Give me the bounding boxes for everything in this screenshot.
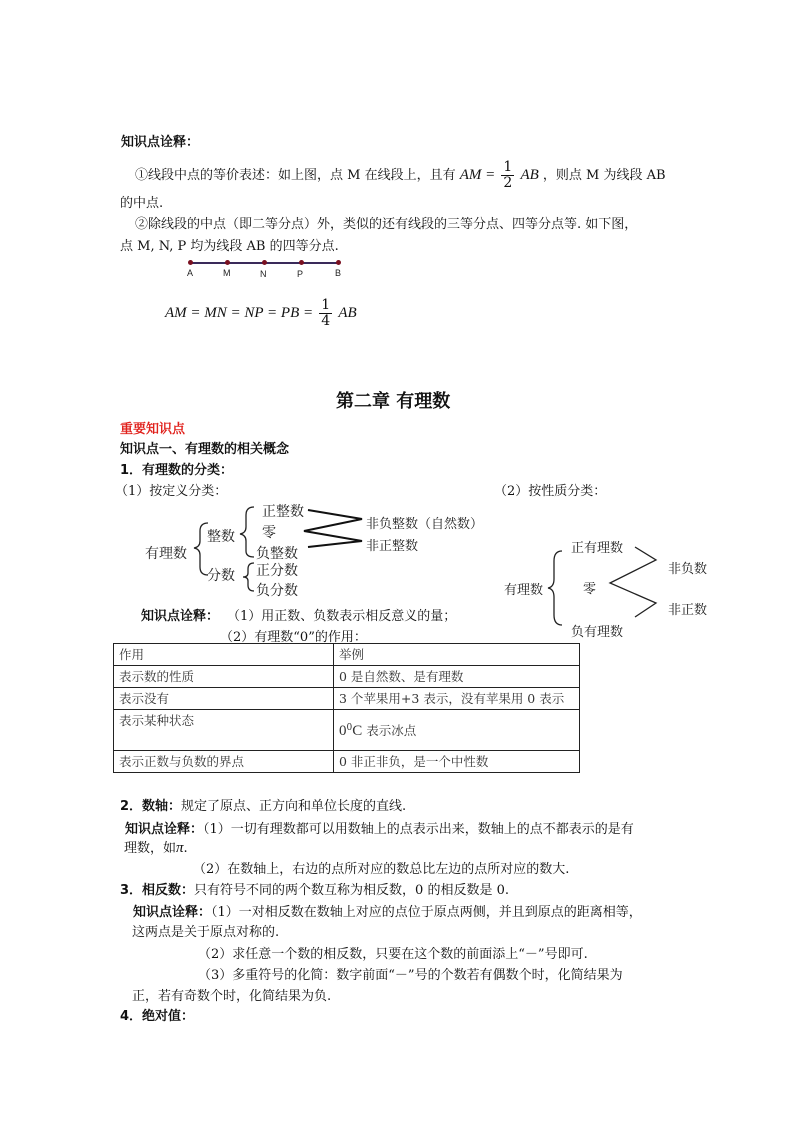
point-b-dot — [336, 260, 341, 265]
point-p-dot — [299, 260, 304, 265]
point-b-label: B — [335, 268, 342, 278]
fraction-one-quarter: $\frac{1}{4}$ — [321, 297, 331, 329]
prop-root-label: 有理数 — [504, 583, 544, 598]
table-cell: 0 非正非负，是一个中性数 — [334, 751, 580, 773]
number-line-notes-heading: 知识点诠释： — [125, 822, 204, 837]
number-line-definition: 2．数轴：规定了原点、正方向和单位长度的直线. — [120, 799, 407, 814]
table-header-cell: 作用 — [114, 644, 334, 666]
quarter-equation — [165, 298, 357, 329]
zero-notes-heading: 知识点诠释： — [141, 609, 220, 624]
note-midpoint-line2: 的中点. — [120, 196, 164, 211]
opposite-note3-line2: 正，若有奇数个时，化简结果为负. — [132, 989, 332, 1004]
table-row — [114, 688, 580, 710]
opposite-note2: （2）求任意一个数的相反数，只要在这个数的前面添上“－”号即可. — [198, 947, 588, 962]
def-integer-label: 整数 — [207, 529, 235, 545]
prop-zero-label: 零 — [583, 582, 597, 597]
table-cell-freezing-point: $0^0C$ 表示冰点 — [334, 710, 580, 751]
opposite-note3-line1: （3）多重符号的化简：数字前面“－”号的个数若有偶数个时，化简结果为 — [198, 968, 623, 983]
def-non-positive-int-label: 非正整数 — [366, 539, 419, 554]
number-line-note1-line2: 理数，如π. — [124, 840, 188, 856]
opposite-title: 3．相反数： — [120, 883, 195, 898]
point-n-label: N — [260, 269, 267, 279]
note-division-line1: ②除线段的中点（即二等分点）外，类似的还有线段的三等分点、四等分点等. 如下图， — [135, 217, 638, 232]
pi-symbol: π — [176, 840, 184, 856]
def-root-label: 有理数 — [145, 546, 187, 562]
number-line-note2: （2）在数轴上，右边的点所对应的数总比左边的点所对应的数大. — [193, 862, 570, 877]
opposite-note1-line2: 这两点是关于原点对称的. — [132, 925, 280, 940]
important-points-label: 重要知识点 — [120, 422, 186, 437]
zero-note-2: （2）有理数“0”的作用： — [220, 630, 367, 645]
math-am: AM = — [459, 167, 496, 183]
table-cell: 表示正数与负数的界点 — [114, 751, 334, 773]
point-p-label: P — [297, 269, 304, 279]
point-a-dot — [188, 260, 193, 265]
equation-rhs: AB — [338, 305, 357, 321]
absolute-value-title: 4．绝对值： — [120, 1009, 195, 1024]
number-line-note1-line1: 知识点诠释：（1）一切有理数都可以用数轴上的点表示出来，数轴上的点不都表示的是有 — [125, 822, 634, 837]
kp1-title: 知识点一、有理数的相关概念 — [120, 442, 290, 457]
opposite-definition: 3．相反数：只有符号不同的两个数互称为相反数，0 的相反数是 0. — [120, 883, 509, 898]
prop-non-negative-label: 非负数 — [668, 562, 708, 577]
note-midpoint-line1 — [135, 160, 666, 191]
table-cell: 表示没有 — [114, 688, 334, 710]
number-line-title: 2．数轴： — [120, 799, 182, 814]
table-row — [114, 751, 580, 773]
math-ab: AB — [520, 167, 539, 183]
def-pos-frac-label: 正分数 — [256, 563, 298, 579]
notes-heading: 知识点诠释： — [121, 135, 200, 150]
def-non-negative-int-label: 非负整数（自然数） — [366, 517, 484, 532]
point-m-dot — [225, 260, 230, 265]
prop-non-positive-label: 非正数 — [668, 603, 708, 618]
prop-neg-label: 负有理数 — [571, 625, 624, 640]
table-row — [114, 666, 580, 688]
by-property-label: （2）按性质分类： — [494, 484, 607, 499]
def-zero-label: 零 — [262, 525, 276, 541]
chapter-title: 第二章 有理数 — [336, 391, 451, 412]
table-header-row — [114, 644, 580, 666]
def-neg-frac-label: 负分数 — [256, 583, 298, 599]
def-neg-int-label: 负整数 — [256, 546, 298, 562]
prop-pos-label: 正有理数 — [571, 541, 624, 556]
table-cell: 表示数的性质 — [114, 666, 334, 688]
table-header-cell: 举例 — [334, 644, 580, 666]
point-m-label: M — [223, 268, 231, 278]
table-cell: 表示某种状态 — [114, 710, 334, 751]
table-cell: 3 个苹果用+3 表示，没有苹果用 0 表示 — [334, 688, 580, 710]
sub1-title: 1．有理数的分类： — [120, 463, 234, 478]
opposite-note1-line1: 知识点诠释：（1）一对相反数在数轴上对应的点位于原点两侧，并且到原点的距离相等， — [133, 905, 642, 920]
zero-note-1: （1）用正数、负数表示相反意义的量； — [227, 609, 457, 624]
note-midpoint-suffix: ，则点 M 为线段 AB — [542, 168, 666, 183]
table-cell: 0 是自然数、是有理数 — [334, 666, 580, 688]
def-pos-int-label: 正整数 — [262, 504, 304, 520]
zero-roles-table — [113, 643, 580, 773]
equation-lhs: AM = MN = NP = PB = — [165, 305, 314, 321]
opposite-notes-heading: 知识点诠释： — [133, 905, 212, 920]
note-division-line2: 点 M, N, P 均为线段 AB 的四等分点. — [120, 239, 339, 254]
def-fraction-label: 分数 — [207, 568, 235, 584]
table-row — [114, 710, 580, 751]
by-definition-label: （1）按定义分类： — [115, 484, 228, 499]
fraction-one-half: $\frac{1}{2}$ — [503, 159, 513, 191]
note-midpoint-prefix: ①线段中点的等价表述：如上图，点 M 在线段上，且有 — [135, 168, 456, 183]
point-a-label: A — [187, 268, 194, 278]
point-n-dot — [262, 260, 267, 265]
